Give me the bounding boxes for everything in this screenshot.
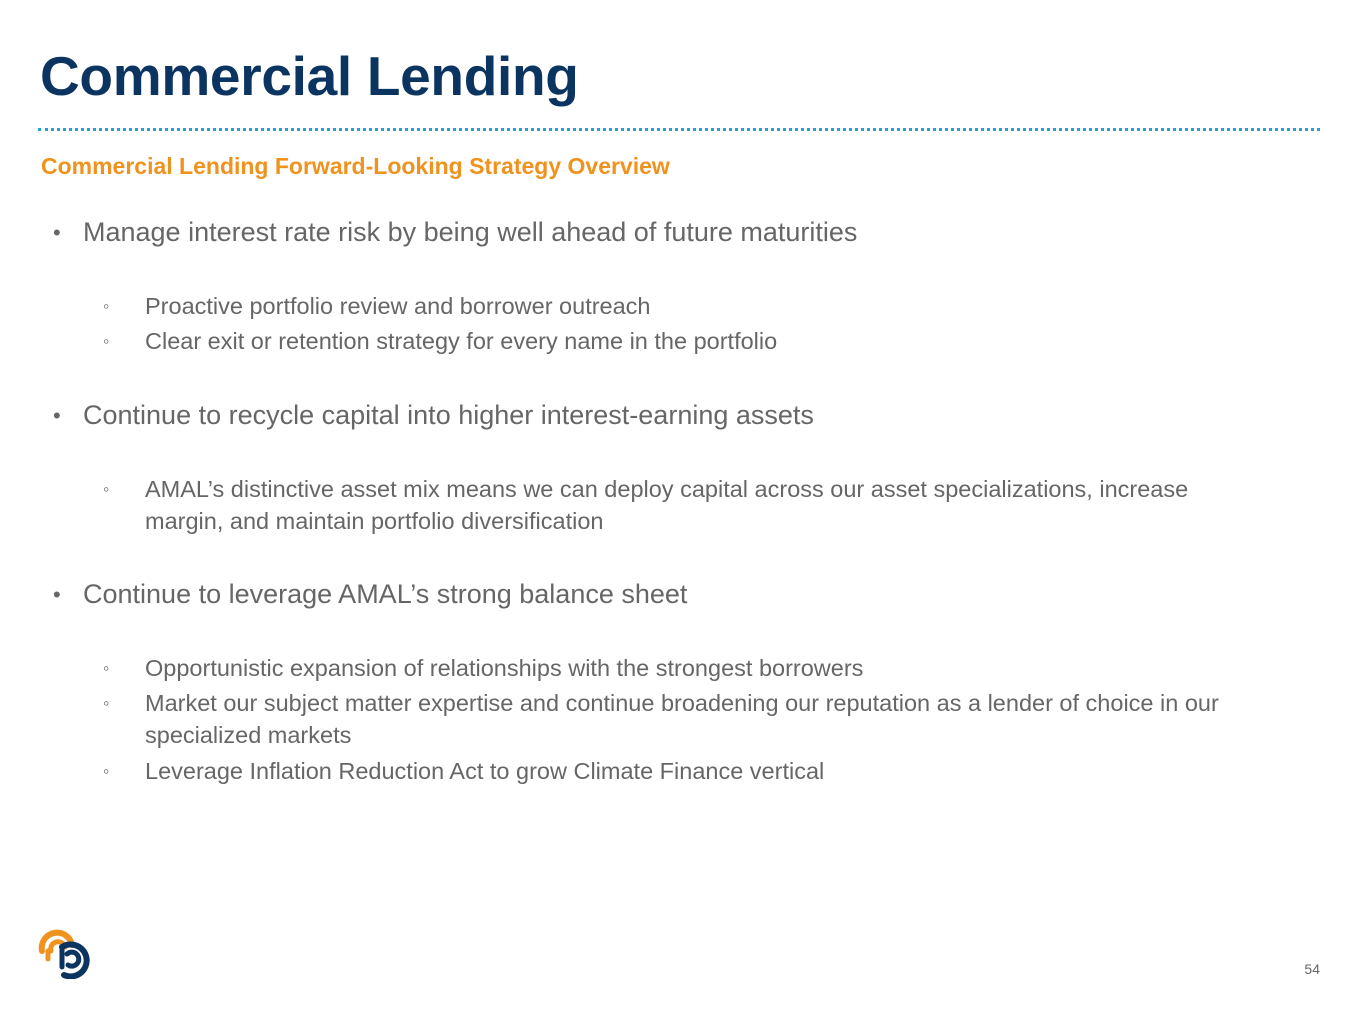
page-title: Commercial Lending <box>40 45 579 107</box>
page-number: 54 <box>1304 961 1320 977</box>
sub-bullet-marker: ◦ <box>103 693 110 713</box>
bullet-marker: • <box>53 220 61 245</box>
sub-bullet-marker: ◦ <box>103 761 110 781</box>
bullet-text: Manage interest rate risk by being well ahead of future maturities <box>83 217 858 247</box>
bullet-text: Continue to recycle capital into higher interest-earning assets <box>83 400 814 430</box>
amalgamated-logo-icon <box>36 921 96 979</box>
sub-bullet-text: Proactive portfolio review and borrower outreach <box>145 293 651 319</box>
sub-bullet-text: AMAL’s distinctive asset mix means we can deploy capital across our asset specializations, increase margin, and maintain portfolio diversification <box>145 476 1189 534</box>
sub-bullet-marker: ◦ <box>103 479 110 499</box>
sub-bullet-text: Market our subject matter expertise and continue broadening our reputation as a lender of choice in our specialized markets <box>145 690 1219 748</box>
sub-bullet-text: Opportunistic expansion of relationships with the strongest borrowers <box>145 655 864 681</box>
sub-bullet-marker: ◦ <box>103 331 110 351</box>
sub-bullet-marker: ◦ <box>103 658 110 678</box>
sub-bullet-text: Leverage Inflation Reduction Act to grow Climate Finance vertical <box>145 758 825 784</box>
sub-bullet-marker: ◦ <box>103 296 110 316</box>
bullet-marker: • <box>53 403 61 428</box>
sub-bullet-text: Clear exit or retention strategy for every name in the portfolio <box>145 328 778 354</box>
section-subtitle: Commercial Lending Forward-Looking Strategy Overview <box>41 153 670 179</box>
bullet-marker: • <box>53 582 61 607</box>
bullet-text: Continue to leverage AMAL’s strong balance sheet <box>83 579 688 609</box>
